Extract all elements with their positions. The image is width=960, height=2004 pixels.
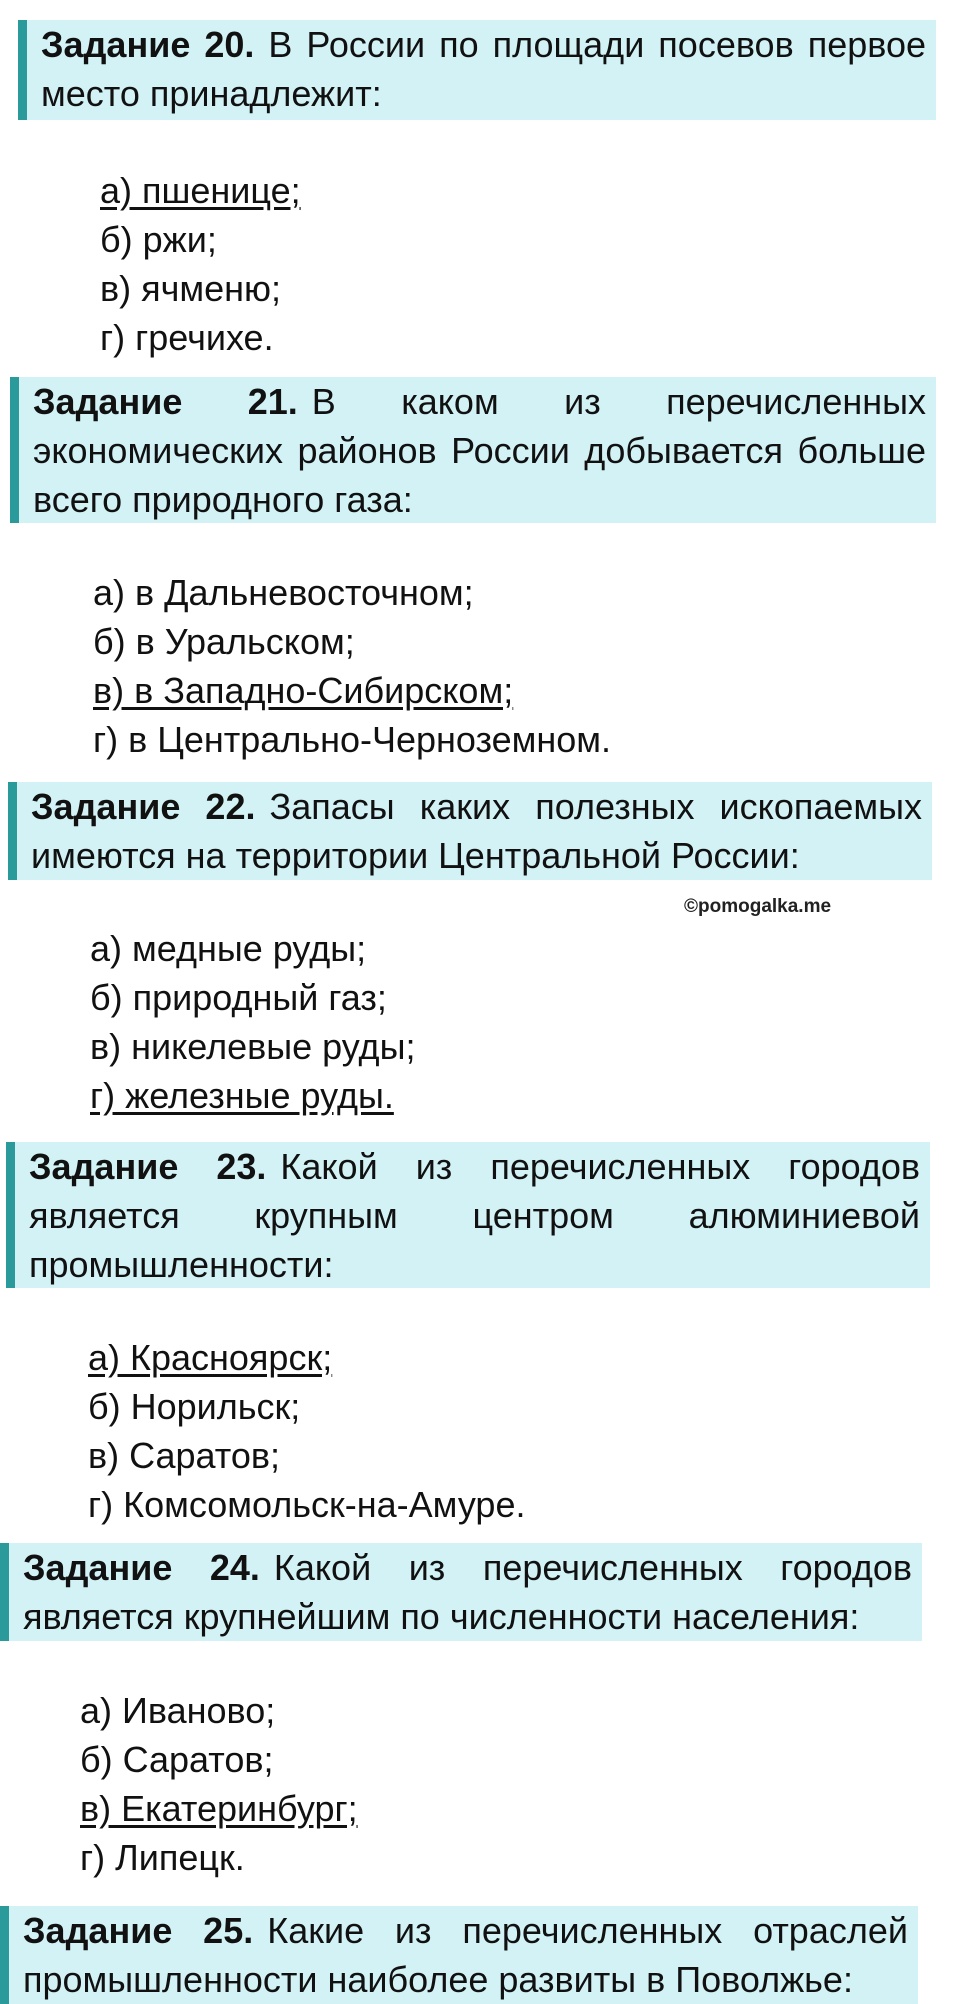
task-25-question bbox=[0, 1906, 918, 2004]
option-d: г) Липецк. bbox=[80, 1837, 245, 1878]
option-c: в) никелевые руды; bbox=[90, 1026, 416, 1067]
task-label: Задание 23. bbox=[29, 1146, 267, 1187]
option-a: а) в Дальневосточном; bbox=[93, 572, 474, 613]
task-label: Задание 25. bbox=[23, 1910, 254, 1951]
option-b: б) ржи; bbox=[100, 219, 217, 260]
task-question-text: Какой из перечисленных городов является крупнейшим по численности населения: bbox=[23, 1547, 912, 1637]
task-22-options bbox=[90, 924, 415, 1120]
task-22-question bbox=[8, 782, 932, 880]
option-b: б) Саратов; bbox=[80, 1739, 274, 1780]
option-c: в) Екатеринбург; bbox=[80, 1788, 358, 1829]
task-21-question bbox=[10, 377, 936, 523]
option-b: б) природный газ; bbox=[90, 977, 387, 1018]
option-d: г) в Центрально-Черноземном. bbox=[93, 719, 612, 760]
task-question-text: Какой из перечисленных городов является крупным центром алюминиевой промышленности: bbox=[29, 1146, 920, 1285]
option-a: а) пшенице; bbox=[100, 170, 301, 211]
option-b: б) в Уральском; bbox=[93, 621, 355, 662]
task-23-question bbox=[6, 1142, 930, 1288]
task-label: Задание 22. bbox=[31, 786, 256, 827]
task-24-question bbox=[0, 1543, 922, 1641]
option-a: а) Иваново; bbox=[80, 1690, 276, 1731]
task-21-options bbox=[93, 568, 611, 764]
task-23-options bbox=[88, 1333, 525, 1529]
option-a: а) медные руды; bbox=[90, 928, 367, 969]
task-label: Задание 21. bbox=[33, 381, 298, 422]
option-d: г) гречихе. bbox=[100, 317, 274, 358]
task-label: Задание 20. bbox=[41, 24, 255, 65]
option-b: б) Норильск; bbox=[88, 1386, 301, 1427]
task-20-options bbox=[100, 166, 301, 362]
option-c: в) Саратов; bbox=[88, 1435, 281, 1476]
option-c: в) в Западно-Сибирском; bbox=[93, 670, 514, 711]
task-question-text: Какие из перечисленных отраслей промышленности наиболее развиты в Поволжье: bbox=[23, 1910, 908, 2000]
option-c: в) ячменю; bbox=[100, 268, 282, 309]
option-d: г) Комсомольск-на-Амуре. bbox=[88, 1484, 526, 1525]
task-question-text: В России по площади посевов первое место принадлежит: bbox=[41, 24, 927, 114]
task-24-options bbox=[80, 1686, 358, 1882]
task-question-text: В каком из перечисленных экономических районов России добывается больше всего природного газа: bbox=[33, 381, 927, 520]
watermark: ©pomogalka.me bbox=[684, 896, 832, 917]
task-question-text: Запасы каких полезных ископаемых имеются на территории Центральной России: bbox=[31, 786, 922, 876]
option-d: г) железные руды. bbox=[90, 1075, 394, 1116]
option-a: а) Красноярск; bbox=[88, 1337, 333, 1378]
task-20-question bbox=[18, 20, 936, 120]
task-label: Задание 24. bbox=[23, 1547, 260, 1588]
